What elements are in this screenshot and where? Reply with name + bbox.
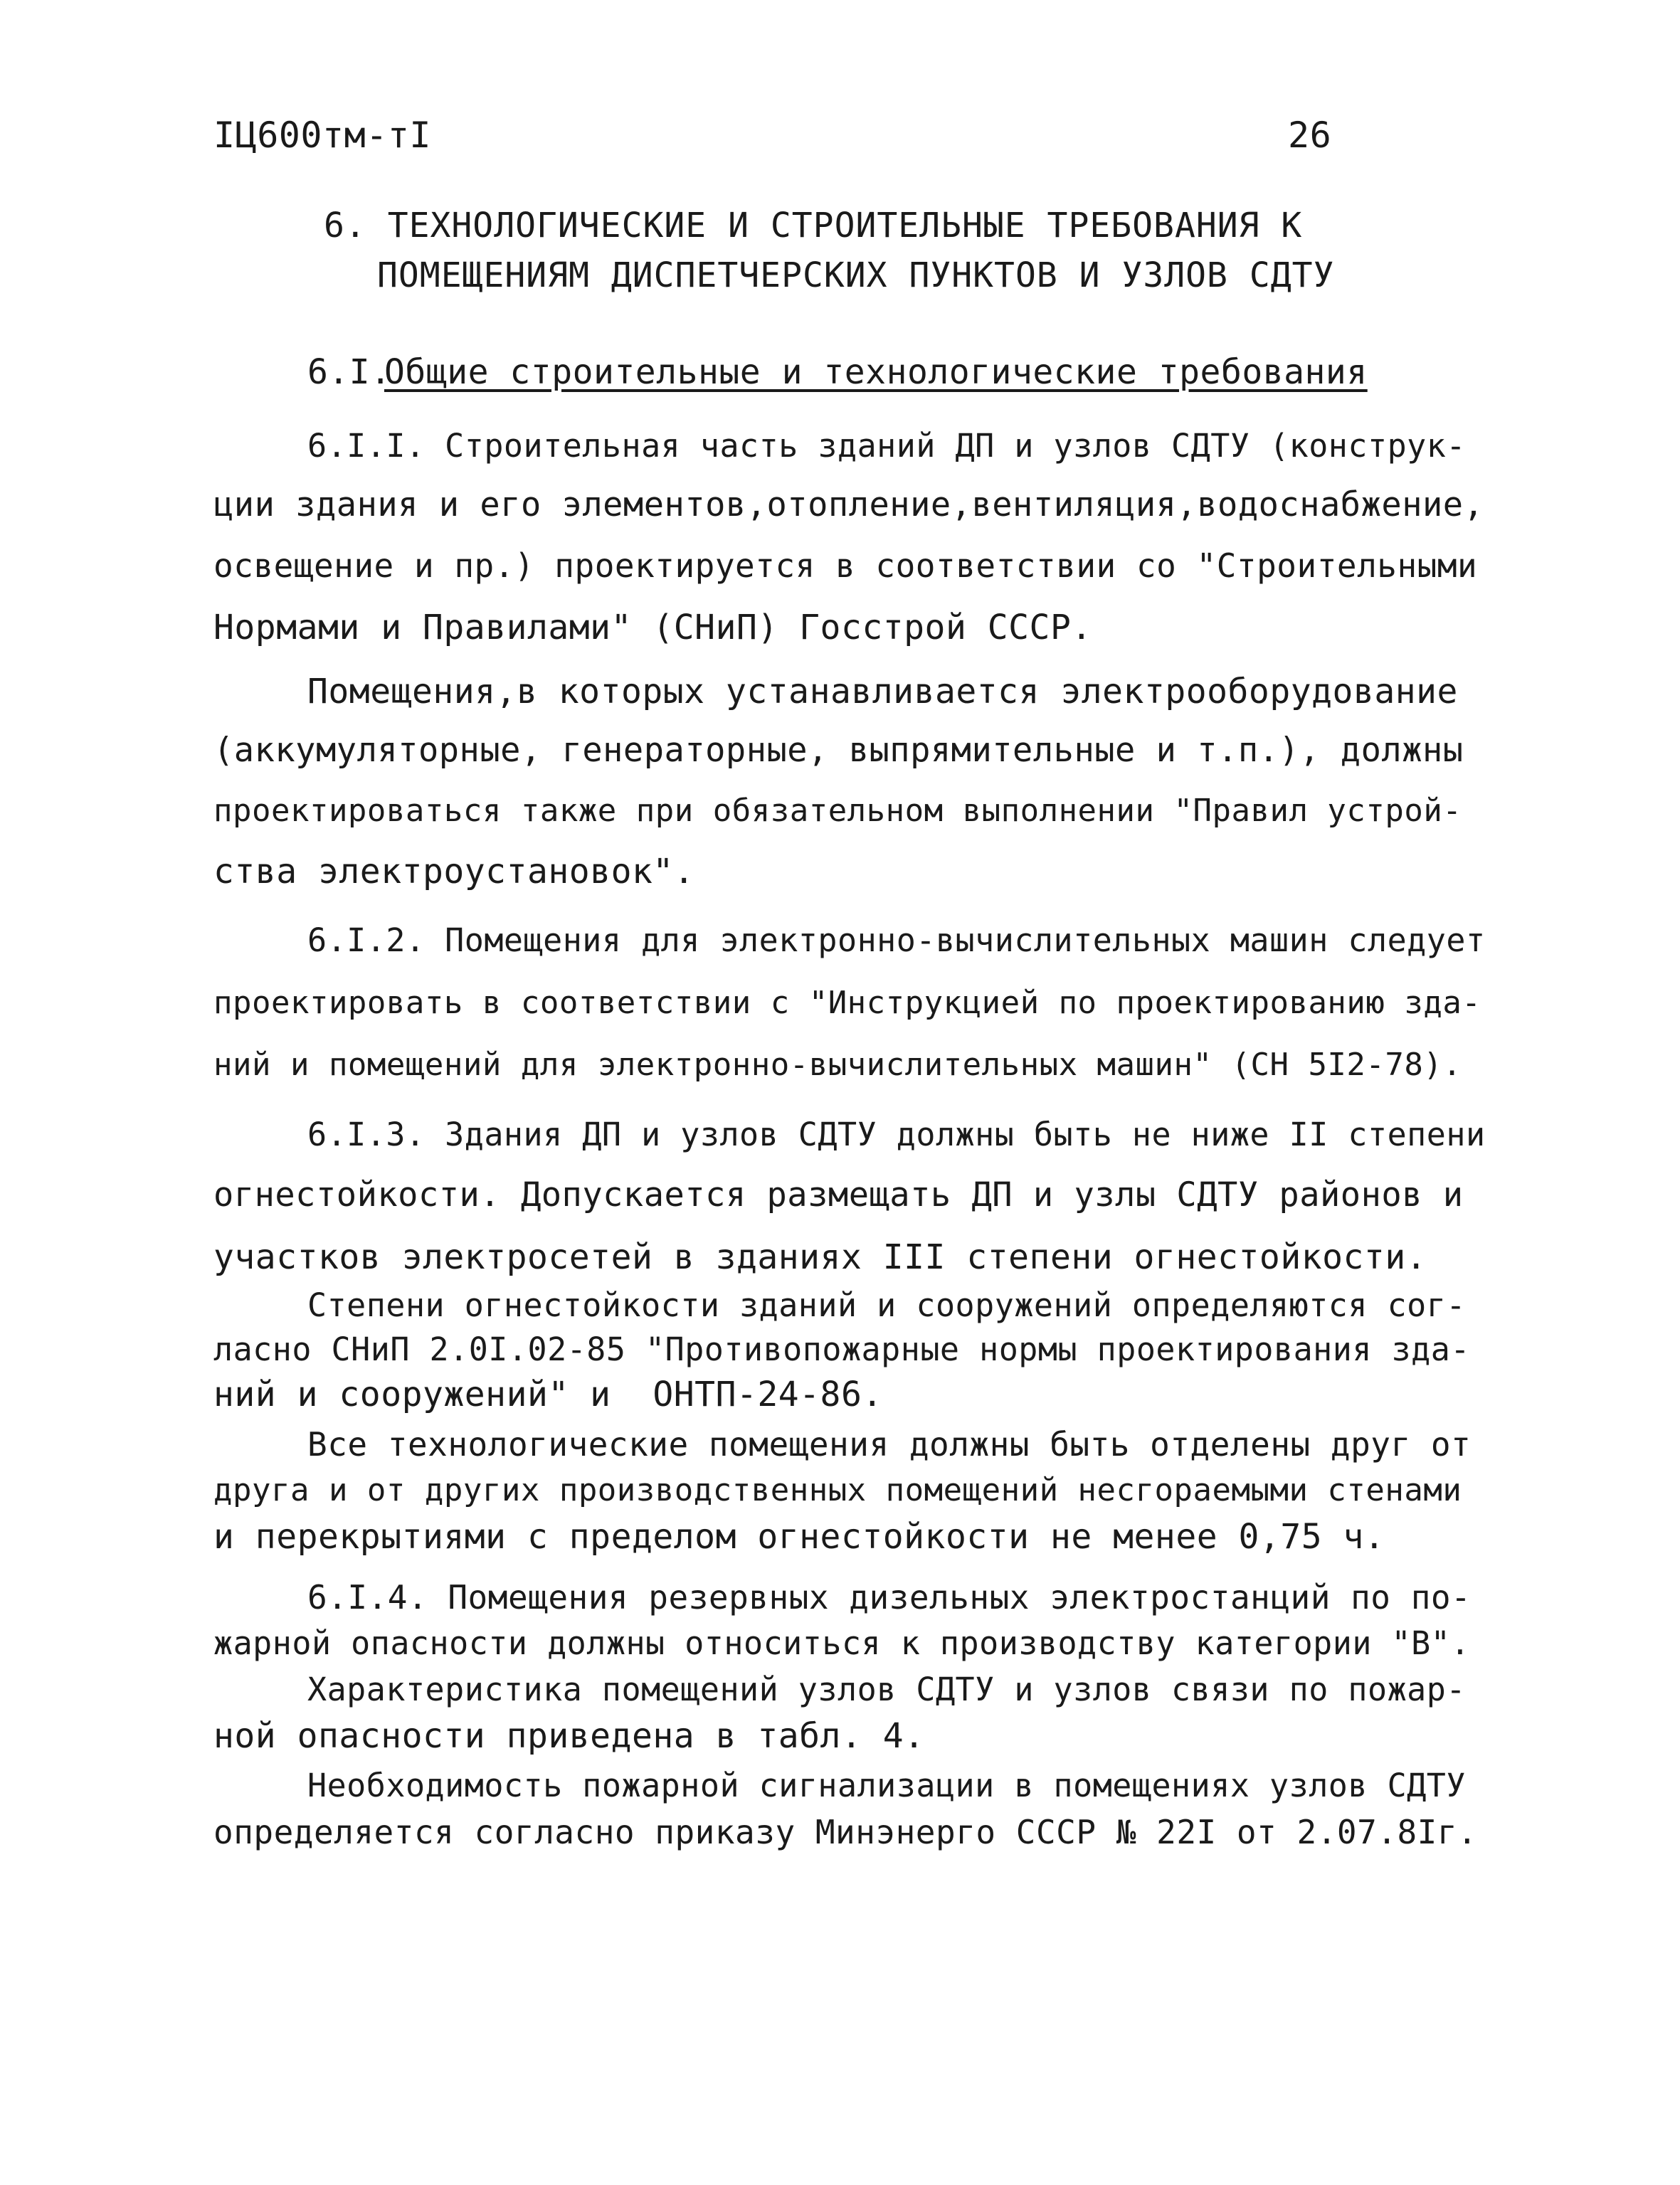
body-line: Нормами и Правилами" (СНиП) Госстрой СССР. [213, 608, 1092, 647]
body-line: Характеристика помещений узлов СДТУ и узлов связи по пожар- [307, 1671, 1466, 1708]
body-line: Степени огнестойкости зданий и сооружений определяются сог- [307, 1286, 1466, 1324]
body-line: проектироваться также при обязательном выполнении "Правил устрой- [213, 793, 1462, 829]
body-line: (аккумуляторные, генераторные, выпрямительные и т.п.), должны [213, 731, 1464, 770]
body-line: ний и помещений для электронно-вычислительных машин" (СН 5I2-78). [213, 1047, 1462, 1083]
body-line: 6.I.2. Помещения для электронно-вычислительных машин следует [307, 921, 1486, 959]
body-line: ной опасности приведена в табл. 4. [213, 1716, 925, 1756]
subsection-number: 6.I. [307, 352, 391, 392]
body-line: освещение и пр.) проектируется в соответствии со "Строительными [213, 546, 1478, 585]
section-title-line-1: 6. ТЕХНОЛОГИЧЕСКИЕ И СТРОИТЕЛЬНЫЕ ТРЕБОВАНИЯ К [324, 206, 1303, 245]
body-line: определяется согласно приказу Минэнерго СССР № 22I от 2.07.8Iг. [213, 1813, 1478, 1851]
body-line: 6.I.4. Помещения резервных дизельных электростанций по по- [307, 1578, 1472, 1617]
body-line: ства электроустановок". [213, 852, 695, 892]
body-line: друга и от других производственных помещений несгораемыми стенами [213, 1472, 1462, 1508]
section-title-line-2: ПОМЕЩЕНИЯМ ДИСПЕТЧЕРСКИХ ПУНКТОВ И УЗЛОВ СДТУ [377, 255, 1335, 295]
body-line: 6.I.3. Здания ДП и узлов СДТУ должны быть не ниже II степени [307, 1116, 1486, 1153]
body-line: Помещения,в которых устанавливается электрооборудование [307, 672, 1458, 711]
body-line: Необходимость пожарной сигнализации в помещениях узлов СДТУ [307, 1767, 1466, 1804]
body-line: проектировать в соответствии с "Инструкцией по проектированию зда- [213, 985, 1481, 1021]
body-line: Все технологические помещения должны быть отделены друг от [307, 1425, 1472, 1464]
body-line: ний и сооружений" и ОНТП-24-86. [213, 1375, 883, 1414]
body-line: и перекрытиями с пределом огнестойкости не менее 0,75 ч. [213, 1517, 1385, 1557]
document-code: IЦ600тм-тI [213, 115, 432, 156]
body-line: ласно СНиП 2.0I.02-85 "Противопожарные нормы проектирования зда- [213, 1330, 1470, 1368]
body-line: 6.I.I. Строительная часть зданий ДП и узлов СДТУ (конструк- [307, 427, 1466, 465]
body-line: участков электросетей в зданиях III степени огнестойкости. [213, 1237, 1427, 1277]
subsection-title: Общие строительные и технологические требования [384, 352, 1368, 392]
page-number: 26 [1288, 115, 1332, 156]
body-line: ции здания и его элементов,отопление,вентиляция,водоснабжение, [213, 485, 1484, 524]
body-line: огнестойкости. Допускается размещать ДП и узлы СДТУ районов и [213, 1175, 1464, 1215]
body-line: жарной опасности должны относиться к производству категории "В". [213, 1624, 1470, 1662]
